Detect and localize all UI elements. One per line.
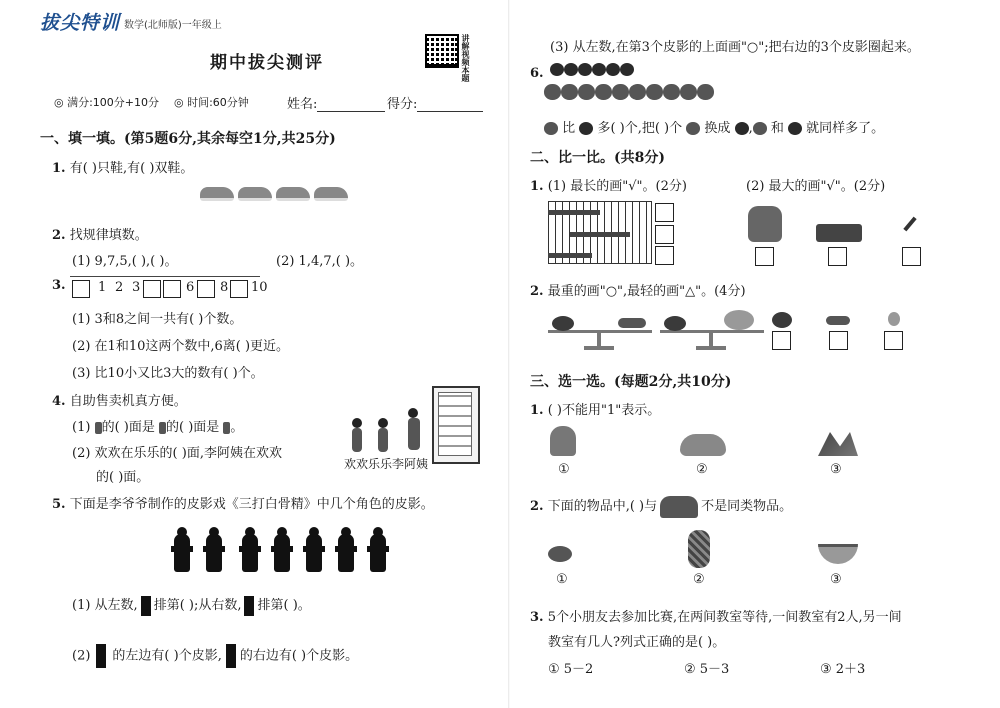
pencil-bar bbox=[548, 253, 592, 258]
score-label: 得分: bbox=[387, 97, 418, 112]
score-field[interactable] bbox=[387, 93, 483, 112]
q6-text-f: 就同样多了。 bbox=[806, 121, 885, 136]
question-2 bbox=[52, 224, 148, 243]
s3q1-option-3[interactable]: ③ bbox=[830, 462, 842, 477]
orange-icon bbox=[686, 122, 700, 135]
q4-part-2b: 的( )面。 bbox=[96, 470, 150, 485]
q6-text-d: , bbox=[748, 121, 753, 136]
q2-text: 找规律填数。 bbox=[69, 228, 148, 243]
shadow-puppets-illustration bbox=[170, 528, 390, 574]
q3-num-3: 3 bbox=[132, 280, 141, 295]
s2q1-number: 1. bbox=[530, 179, 544, 194]
q4-text: 自助售卖机真方便。 bbox=[69, 394, 187, 409]
question-5 bbox=[52, 493, 434, 512]
fruit-icon bbox=[552, 316, 574, 331]
q4-1-text-c: 的( )面是 bbox=[165, 420, 220, 435]
peach-icon bbox=[888, 312, 900, 326]
fruit-icon bbox=[772, 312, 792, 328]
q3-blank-4[interactable] bbox=[143, 280, 161, 298]
q1-text: 有( )只鞋,有( )双鞋。 bbox=[69, 161, 194, 176]
s3q3-option-2[interactable]: ② 5－3 bbox=[684, 662, 730, 677]
s3q1-number: 1. bbox=[530, 403, 544, 418]
q3-part-1: (1) 3和8之间一共有( )个数。 bbox=[72, 312, 243, 327]
question-1 bbox=[52, 157, 193, 176]
orange-icon bbox=[753, 122, 767, 135]
s2-question-2 bbox=[530, 280, 746, 299]
puppet-icon bbox=[226, 644, 236, 668]
q6-text bbox=[544, 117, 884, 136]
qr-caption: 讲解视频本题 bbox=[461, 34, 470, 82]
q5-part-2 bbox=[72, 644, 358, 668]
q5-1-text-c: 排第( )。 bbox=[257, 598, 311, 613]
answer-box[interactable] bbox=[829, 331, 848, 350]
q5-1-text-b: 排第( );从右数, bbox=[153, 598, 242, 613]
s3-question-1 bbox=[530, 399, 660, 418]
q6-text-c: 换成 bbox=[704, 121, 731, 136]
q5-2-text-c: 的右边有( )个皮影。 bbox=[239, 648, 359, 664]
s3q3-text-a: 5个小朋友去参加比赛,在两间教室等待,一间教室有2人,另一间 bbox=[547, 610, 902, 625]
answer-box[interactable] bbox=[884, 331, 903, 350]
q5-part-1 bbox=[72, 594, 311, 616]
pencil-case-icon bbox=[816, 224, 862, 242]
name-line[interactable] bbox=[317, 100, 385, 112]
q5-2-text-b: 的左边有( )个皮影, bbox=[112, 648, 222, 664]
s3q3-text-b: 教室有几人?列式正确的是( )。 bbox=[548, 635, 726, 650]
banana-icon bbox=[618, 318, 646, 328]
answer-box[interactable] bbox=[755, 247, 774, 266]
child-figure-huanhuan bbox=[352, 428, 362, 452]
puppet-icon bbox=[244, 596, 254, 616]
time-info: ◎ 时间:60分钟 bbox=[174, 96, 249, 109]
s3q2-option-2[interactable]: ② bbox=[693, 572, 705, 587]
number-line bbox=[70, 276, 268, 300]
vending-machine-illustration bbox=[432, 386, 480, 464]
subject-label: 数学(北师版)一年级上 bbox=[124, 20, 222, 31]
q4-number: 4. bbox=[52, 394, 66, 409]
q5-number: 5. bbox=[52, 497, 66, 512]
q3-blank-7[interactable] bbox=[197, 280, 215, 298]
s2-question-1 bbox=[530, 175, 687, 194]
q3-num-6: 6 bbox=[186, 280, 195, 295]
q2-number: 2. bbox=[52, 228, 66, 243]
scale-base bbox=[696, 346, 726, 350]
adult-figure-li bbox=[408, 418, 420, 450]
candy-icon bbox=[548, 546, 572, 562]
q4-part-1 bbox=[72, 416, 243, 435]
s3q3-number: 3. bbox=[530, 610, 544, 625]
q5-2-text-a: (2) bbox=[72, 648, 91, 664]
plum-icon bbox=[579, 122, 593, 135]
q2-part-2: (2) 1,4,7,( )。 bbox=[276, 254, 364, 269]
section-2-title: 二、比一比。(共8分) bbox=[530, 150, 665, 166]
q3-blank-5[interactable] bbox=[163, 280, 181, 298]
q2-part-1: (1) 9,7,5,( ),( )。 bbox=[72, 254, 178, 269]
oranges-row bbox=[544, 84, 714, 100]
people-caption: 欢欢乐乐李阿姨 bbox=[344, 457, 429, 471]
answer-box[interactable] bbox=[828, 247, 847, 266]
scale-stand bbox=[597, 333, 601, 347]
answer-box[interactable] bbox=[902, 247, 921, 266]
q6-text-a: 比 bbox=[562, 121, 576, 136]
answer-box[interactable] bbox=[655, 246, 674, 265]
cabbage-icon bbox=[550, 426, 576, 456]
q3-part-3: (3) 比10小又比3大的数有( )个。 bbox=[72, 366, 264, 381]
q4-part-2a: (2) 欢欢在乐乐的( )面,李阿姨在欢欢 bbox=[72, 446, 282, 461]
plum-icon bbox=[735, 122, 749, 135]
q3-num-2: 2 bbox=[115, 280, 124, 295]
q4-1-text-d: 。 bbox=[230, 420, 244, 435]
q5-part-3: (3) 从左数,在第3个皮影的上面画"○";把右边的3个皮影圈起来。 bbox=[550, 40, 920, 55]
bread-icon bbox=[660, 496, 698, 518]
section-3-title: 三、选一选。(每题2分,共10分) bbox=[530, 374, 732, 390]
s3q1-option-1[interactable]: ① bbox=[558, 462, 570, 477]
score-line[interactable] bbox=[417, 100, 483, 112]
plum-icon bbox=[788, 122, 802, 135]
qr-code-icon[interactable] bbox=[425, 34, 459, 68]
orange-icon bbox=[544, 122, 558, 135]
pencil-bar bbox=[548, 210, 600, 215]
pencil-bar bbox=[570, 232, 630, 237]
q3-num-8: 8 bbox=[220, 280, 229, 295]
q5-1-text-a: (1) 从左数, bbox=[72, 598, 138, 613]
s3q3-option-3[interactable]: ③ 2＋3 bbox=[820, 662, 866, 677]
right-page bbox=[510, 0, 1000, 708]
shoes-illustration bbox=[200, 183, 350, 209]
s3q1-text: ( )不能用"1"表示。 bbox=[547, 403, 661, 418]
s3-question-3 bbox=[530, 606, 902, 625]
s2q2-number: 2. bbox=[530, 284, 544, 299]
q5-text: 下面是李爷爷制作的皮影戏《三打白骨精》中几个角色的皮影。 bbox=[69, 497, 434, 512]
q3-num-1: 1 bbox=[98, 280, 107, 295]
name-label: 姓名: bbox=[287, 97, 318, 112]
q3-blank-9[interactable] bbox=[230, 280, 248, 298]
s3q2-number: 2. bbox=[530, 499, 544, 514]
q6-text-e: 和 bbox=[770, 121, 784, 136]
q4-1-text-b: 的( )面是 bbox=[101, 420, 155, 435]
q3-number: 3. bbox=[52, 278, 66, 293]
peaches-icon bbox=[724, 310, 754, 330]
s3q1-option-2[interactable]: ② bbox=[696, 462, 708, 477]
s2q1-part-b: (2) 最大的画"√"。(2分) bbox=[746, 179, 886, 194]
s3-question-2 bbox=[530, 495, 792, 518]
s3q2-text-b: 不是同类物品。 bbox=[701, 499, 793, 514]
q1-number: 1. bbox=[52, 161, 66, 176]
plums-row bbox=[550, 62, 634, 77]
brand-logo: 拔尖特训 bbox=[40, 12, 121, 34]
name-field[interactable] bbox=[287, 93, 385, 112]
scale-stand bbox=[709, 333, 713, 347]
question-4 bbox=[52, 390, 187, 409]
s3q2-text-a: 下面的物品中,( )与 bbox=[547, 499, 658, 514]
answer-box[interactable] bbox=[655, 225, 674, 244]
fruit-icon bbox=[664, 316, 686, 331]
puppet-icon bbox=[141, 596, 151, 616]
schoolbag-icon bbox=[748, 206, 782, 242]
q4-1-label: (1) bbox=[72, 420, 91, 435]
s2q2-text: 最重的画"○",最轻的画"△"。(4分) bbox=[547, 284, 746, 299]
scale-base bbox=[584, 346, 614, 350]
pineapple-icon bbox=[688, 530, 710, 568]
page-title: 期中拔尖测评 bbox=[210, 53, 324, 73]
q3-blank-0[interactable] bbox=[72, 280, 90, 298]
q6-text-b: 多( )个,把( )个 bbox=[597, 121, 683, 136]
q3-num-10: 10 bbox=[251, 280, 268, 295]
s2q1-part-a: (1) 最长的画"√"。(2分) bbox=[547, 179, 687, 194]
s3q3-option-1[interactable]: ① 5－2 bbox=[548, 662, 594, 677]
q6-number: 6. bbox=[530, 66, 544, 81]
basket-icon bbox=[680, 434, 726, 456]
answer-box[interactable] bbox=[772, 331, 791, 350]
score-info: ◎ 满分:100分+10分 bbox=[54, 96, 160, 109]
answer-box[interactable] bbox=[655, 203, 674, 222]
section-1-title: 一、填一填。(第5题6分,其余每空1分,共25分) bbox=[40, 131, 336, 147]
bottle-icon bbox=[159, 422, 166, 434]
banana-icon bbox=[826, 316, 850, 325]
bottle-icon bbox=[95, 422, 102, 434]
child-figure-lele bbox=[378, 428, 388, 452]
s3q2-option-1[interactable]: ① bbox=[556, 572, 568, 587]
q3-part-2: (2) 在1和10这两个数中,6离( )更近。 bbox=[72, 339, 290, 354]
s3q2-option-3[interactable]: ③ bbox=[830, 572, 842, 587]
puppet-icon bbox=[96, 644, 106, 668]
